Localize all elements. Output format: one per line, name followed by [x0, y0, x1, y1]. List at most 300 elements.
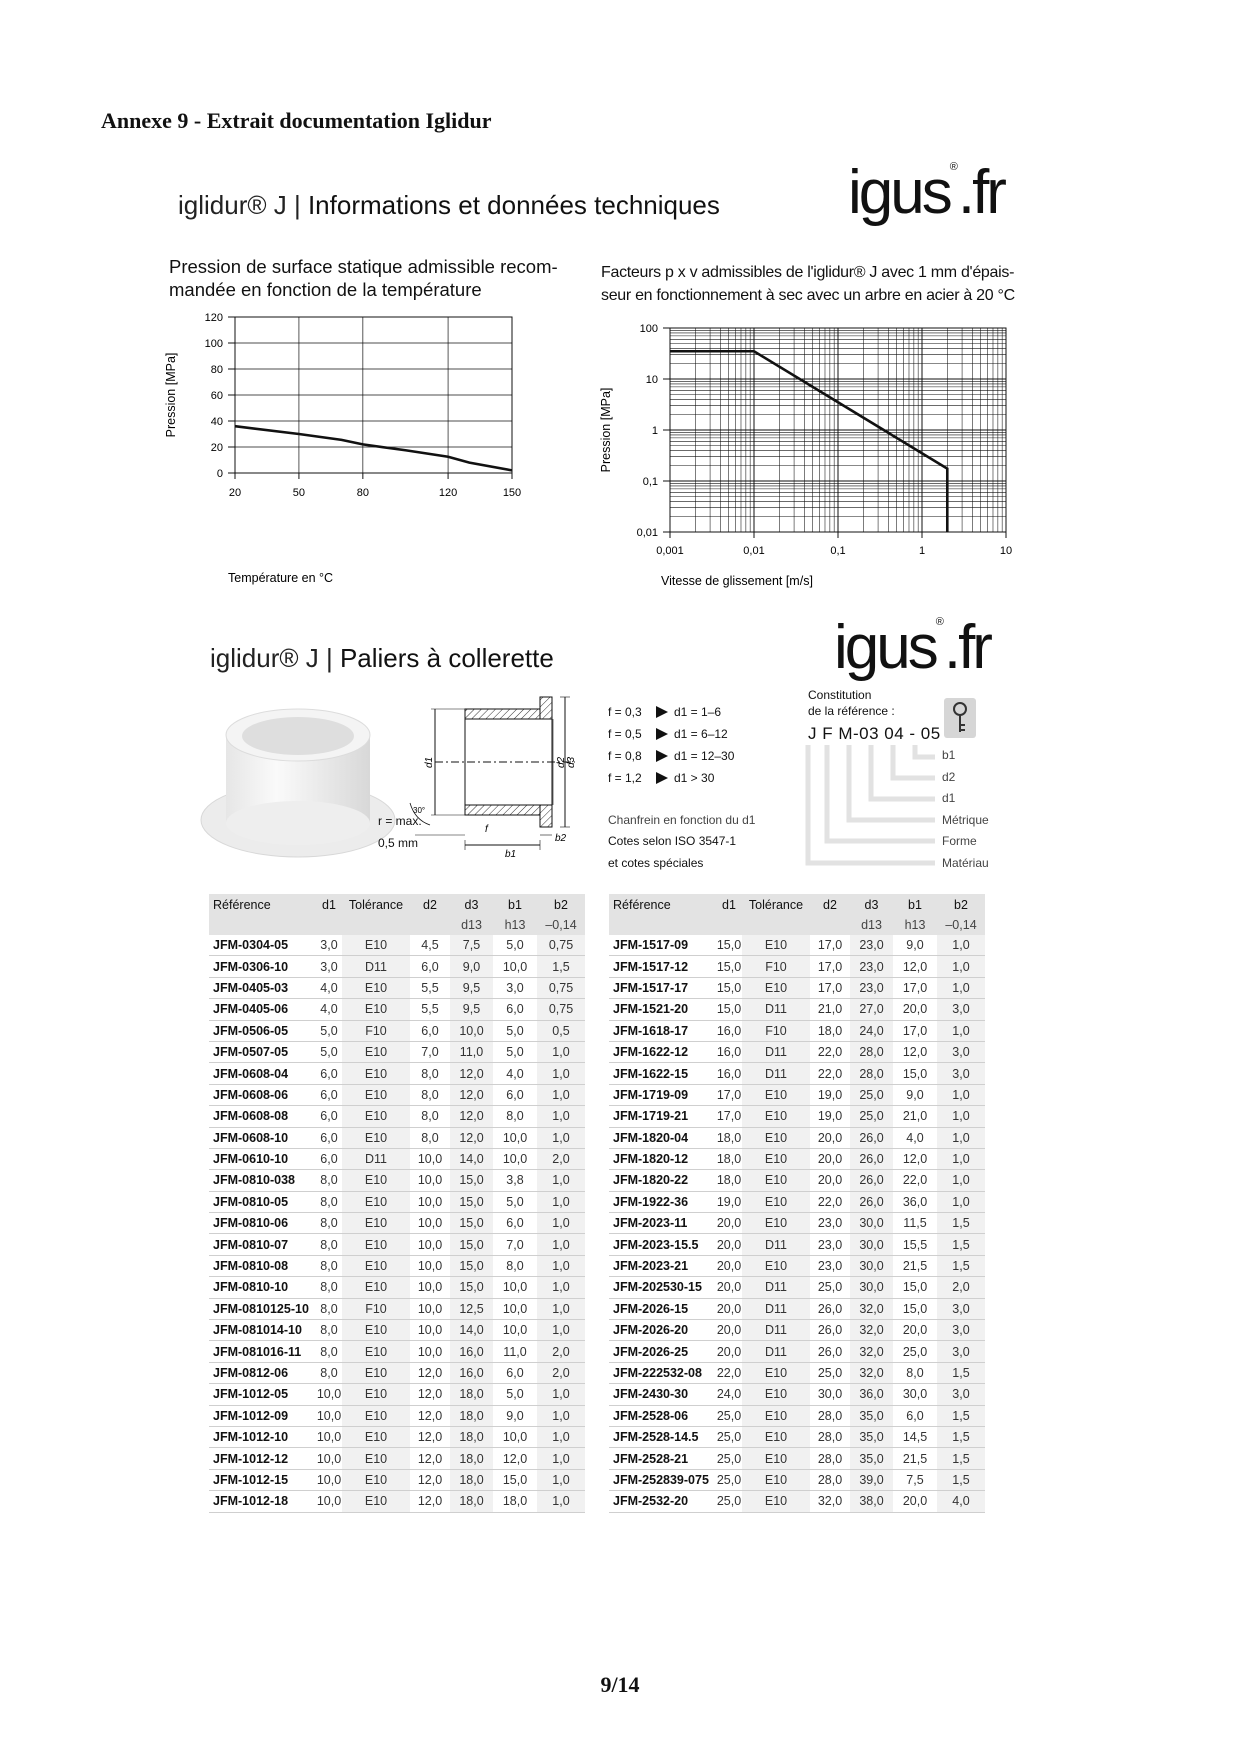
value-cell: 15,0: [893, 1277, 937, 1298]
table-row: [609, 999, 985, 1020]
ref-label-material: Matériau: [942, 855, 989, 870]
annex-title: Annexe 9 - Extrait documentation Iglidur: [101, 108, 492, 133]
value-cell: 19,0: [716, 1191, 742, 1212]
y-axis-label: Pression [MPa]: [599, 387, 613, 473]
value-cell: 30,0: [850, 1213, 893, 1234]
value-cell: 1,0: [537, 1469, 585, 1490]
value-cell: 8,0: [316, 1170, 342, 1191]
value-cell: E10: [342, 1213, 410, 1234]
reference-cell: JFM-1820-12: [609, 1148, 716, 1169]
tick-label-y: 0: [216, 468, 223, 480]
dim-f: f: [485, 824, 488, 835]
value-cell: 26,0: [810, 1298, 850, 1319]
value-cell: 18,0: [716, 1127, 742, 1148]
table-row: [209, 1277, 585, 1298]
table-row: [609, 1426, 985, 1447]
column-header: Référence: [209, 894, 316, 915]
reference-cell: JFM-252839-075: [609, 1469, 716, 1490]
column-header: b1: [493, 894, 537, 915]
value-cell: 10,0: [493, 956, 537, 977]
value-cell: 16,0: [450, 1341, 493, 1362]
value-cell: 10,0: [410, 1148, 450, 1169]
tick-label-y: 0,1: [642, 476, 658, 488]
key-icon: [944, 698, 976, 738]
table-row: [609, 1148, 985, 1169]
value-cell: 18,0: [716, 1148, 742, 1169]
value-cell: 1,0: [537, 1384, 585, 1405]
value-cell: 1,5: [937, 1362, 985, 1383]
chamfer-line: [608, 767, 734, 789]
table-subheader-row: [609, 915, 985, 935]
value-cell: 16,0: [716, 1020, 742, 1041]
value-cell: E10: [342, 1170, 410, 1191]
reference-cell: JFM-0608-06: [209, 1084, 316, 1105]
logo-reg-2: ®: [935, 616, 944, 628]
reference-title-line1: Constitution: [808, 688, 872, 702]
value-cell: 1,0: [537, 1063, 585, 1084]
value-cell: 1,0: [537, 1084, 585, 1105]
reference-cell: JFM-1517-17: [609, 977, 716, 998]
value-cell: 17,0: [810, 977, 850, 998]
value-cell: 14,0: [450, 1320, 493, 1341]
tick-label-y: 40: [210, 416, 223, 428]
value-cell: 2,0: [537, 1341, 585, 1362]
table-row: [209, 1106, 585, 1127]
table-row: [609, 956, 985, 977]
x-axis-label: Température en °C: [228, 571, 334, 585]
value-cell: 3,0: [937, 1341, 985, 1362]
value-cell: 17,0: [810, 935, 850, 956]
table-row: [609, 1448, 985, 1469]
value-cell: 15,5: [893, 1234, 937, 1255]
value-cell: 21,5: [893, 1255, 937, 1276]
value-cell: 24,0: [716, 1384, 742, 1405]
value-cell: 0,75: [537, 999, 585, 1020]
value-cell: 23,0: [810, 1234, 850, 1255]
value-cell: 10,0: [316, 1491, 342, 1512]
value-cell: 15,0: [716, 956, 742, 977]
dim-angle: 30°: [413, 806, 426, 815]
column-header: d3: [450, 894, 493, 915]
value-cell: 10,0: [316, 1384, 342, 1405]
reference-cell: JFM-0810-05: [209, 1191, 316, 1212]
reference-cell: JFM-1719-21: [609, 1106, 716, 1127]
value-cell: 6,0: [316, 1063, 342, 1084]
reference-cell: JFM-2023-21: [609, 1255, 716, 1276]
chamfer-line: [608, 745, 734, 767]
chart1-title-line2: mandée en fonction de la température: [169, 279, 482, 300]
value-cell: 17,0: [893, 1020, 937, 1041]
value-cell: D11: [742, 1320, 810, 1341]
value-cell: 23,0: [810, 1213, 850, 1234]
table-row: [209, 977, 585, 998]
column-header: Tolérance: [342, 894, 410, 915]
bushing-photo: [198, 700, 398, 860]
value-cell: 12,0: [410, 1491, 450, 1512]
value-cell: 8,0: [316, 1213, 342, 1234]
value-cell: 21,5: [893, 1448, 937, 1469]
arrow-icon: [656, 728, 668, 740]
value-cell: F10: [342, 1298, 410, 1319]
column-subheader: h13: [493, 915, 537, 935]
value-cell: 36,0: [893, 1191, 937, 1212]
section2-prefix: iglidur® J |: [210, 643, 340, 673]
value-cell: E10: [742, 1491, 810, 1512]
reference-cell: JFM-0810-07: [209, 1234, 316, 1255]
value-cell: 30,0: [850, 1234, 893, 1255]
section2-title: Paliers à collerette: [339, 643, 554, 673]
value-cell: 1,5: [537, 956, 585, 977]
reference-cell: JFM-0306-10: [209, 956, 316, 977]
value-cell: 32,0: [850, 1341, 893, 1362]
tick-label-y: 100: [639, 323, 658, 335]
value-cell: 15,0: [716, 935, 742, 956]
value-cell: 16,0: [716, 1041, 742, 1062]
value-cell: 1,0: [937, 1127, 985, 1148]
table-row: [209, 1191, 585, 1212]
tick-label-y: 0,01: [636, 527, 658, 539]
reference-cell: JFM-0810-038: [209, 1170, 316, 1191]
value-cell: 28,0: [850, 1041, 893, 1062]
value-cell: 9,0: [493, 1405, 537, 1426]
value-cell: E10: [742, 1084, 810, 1105]
value-cell: 32,0: [810, 1491, 850, 1512]
value-cell: 10,0: [316, 1405, 342, 1426]
value-cell: E10: [742, 1255, 810, 1276]
tick-label-x: 1: [918, 545, 926, 557]
value-cell: 8,0: [316, 1320, 342, 1341]
logo-text-2: igus: [834, 613, 936, 682]
logo-reg: ®: [949, 161, 958, 173]
value-cell: D11: [742, 1298, 810, 1319]
tick-label-y: 80: [210, 364, 223, 376]
value-cell: 9,0: [450, 956, 493, 977]
reference-cell: JFM-0810125-10: [209, 1298, 316, 1319]
table-row: [209, 1491, 585, 1512]
table-row: [609, 1298, 985, 1319]
value-cell: 10,0: [450, 1020, 493, 1041]
value-cell: 12,0: [410, 1426, 450, 1447]
value-cell: 21,0: [893, 1106, 937, 1127]
chart2-pv-factors: [595, 310, 1025, 595]
value-cell: 30,0: [850, 1255, 893, 1276]
value-cell: 3,0: [937, 1063, 985, 1084]
value-cell: E10: [342, 1234, 410, 1255]
reference-cell: JFM-0608-10: [209, 1127, 316, 1148]
value-cell: 18,0: [450, 1448, 493, 1469]
value-cell: 1,0: [937, 1020, 985, 1041]
reference-brackets: [805, 745, 940, 870]
reference-cell: JFM-1012-15: [209, 1469, 316, 1490]
table-row: [609, 1063, 985, 1084]
reference-cell: JFM-0610-10: [209, 1148, 316, 1169]
dim-d3: d3: [566, 756, 577, 768]
tick-label-x: 0,01: [743, 545, 765, 557]
value-cell: 6,0: [493, 1213, 537, 1234]
tick-label-y: 120: [204, 312, 223, 324]
logo-text: igus: [848, 158, 950, 227]
value-cell: 17,0: [716, 1106, 742, 1127]
value-cell: 3,0: [937, 999, 985, 1020]
value-cell: 8,0: [893, 1362, 937, 1383]
value-cell: 1,0: [937, 1170, 985, 1191]
value-cell: 15,0: [493, 1469, 537, 1490]
value-cell: E10: [742, 1405, 810, 1426]
value-cell: 35,0: [850, 1426, 893, 1447]
y-axis-label: Pression [MPa]: [164, 352, 178, 438]
reference-cell: JFM-1719-09: [609, 1084, 716, 1105]
value-cell: E10: [342, 1106, 410, 1127]
value-cell: D11: [742, 1041, 810, 1062]
column-subheader: [810, 915, 850, 935]
igus-logo-bottom: [834, 613, 990, 682]
value-cell: 8,0: [316, 1298, 342, 1319]
value-cell: E10: [342, 1384, 410, 1405]
value-cell: E10: [742, 977, 810, 998]
value-cell: 20,0: [893, 999, 937, 1020]
reference-cell: JFM-2430-30: [609, 1384, 716, 1405]
value-cell: 12,0: [450, 1084, 493, 1105]
value-cell: 18,0: [716, 1170, 742, 1191]
value-cell: 22,0: [810, 1191, 850, 1212]
table-subheader-row: [209, 915, 585, 935]
reference-cell: JFM-1820-04: [609, 1127, 716, 1148]
value-cell: E10: [742, 1448, 810, 1469]
value-cell: 15,0: [450, 1234, 493, 1255]
table-row: [209, 935, 585, 956]
reference-cell: JFM-1820-22: [609, 1170, 716, 1191]
column-header: b2: [537, 894, 585, 915]
value-cell: D11: [742, 1063, 810, 1084]
value-cell: 4,0: [493, 1063, 537, 1084]
value-cell: 1,0: [537, 1448, 585, 1469]
value-cell: E10: [342, 1448, 410, 1469]
column-subheader: [716, 915, 742, 935]
value-cell: 24,0: [850, 1020, 893, 1041]
chart2-title-line2: seur en fonctionnement à sec avec un arbre en acier à 20 °C: [601, 287, 1015, 304]
value-cell: 25,0: [716, 1426, 742, 1447]
value-cell: 12,5: [450, 1298, 493, 1319]
value-cell: D11: [742, 1341, 810, 1362]
value-cell: 20,0: [716, 1234, 742, 1255]
value-cell: 20,0: [810, 1148, 850, 1169]
value-cell: 39,0: [850, 1469, 893, 1490]
value-cell: 10,0: [410, 1213, 450, 1234]
reference-cell: JFM-081014-10: [209, 1320, 316, 1341]
table-row: [609, 1255, 985, 1276]
table-row: [609, 1084, 985, 1105]
value-cell: 18,0: [450, 1405, 493, 1426]
value-cell: 1,0: [937, 1106, 985, 1127]
value-cell: 16,0: [450, 1362, 493, 1383]
value-cell: 10,0: [316, 1448, 342, 1469]
ref-label-d1: d1: [942, 791, 956, 805]
value-cell: 8,0: [493, 1106, 537, 1127]
value-cell: 23,0: [850, 935, 893, 956]
value-cell: D11: [342, 1148, 410, 1169]
column-header: d1: [716, 894, 742, 915]
value-cell: 17,0: [716, 1084, 742, 1105]
value-cell: 1,5: [937, 1255, 985, 1276]
chamfer-d: d1 = 6–12: [674, 727, 728, 741]
x-axis-label: Vitesse de glissement [m/s]: [661, 574, 813, 588]
table-header-row: [209, 894, 585, 915]
value-cell: E10: [342, 1277, 410, 1298]
reference-labels: [942, 745, 989, 874]
reference-cell: JFM-1012-18: [209, 1491, 316, 1512]
reference-cell: JFM-1922-36: [609, 1191, 716, 1212]
value-cell: 12,0: [450, 1127, 493, 1148]
value-cell: 26,0: [850, 1170, 893, 1191]
column-subheader: [209, 915, 316, 935]
chart2-title: [601, 261, 1021, 307]
chart2-title-line1: Facteurs p x v admissibles de l'iglidur® J avec 1 mm d'épais-: [601, 264, 1015, 281]
value-cell: 3,0: [316, 935, 342, 956]
tick-label-x: 120: [438, 487, 458, 499]
chart1-title-line1: Pression de surface statique admissible recom-: [169, 256, 558, 277]
value-cell: 25,0: [716, 1448, 742, 1469]
section1-header: [178, 190, 720, 221]
value-cell: 22,0: [810, 1063, 850, 1084]
value-cell: 15,0: [450, 1170, 493, 1191]
table-row: [609, 1234, 985, 1255]
table-row: [609, 1362, 985, 1383]
value-cell: 9,5: [450, 999, 493, 1020]
value-cell: 12,0: [893, 1148, 937, 1169]
value-cell: 15,0: [450, 1213, 493, 1234]
reference-cell: JFM-1618-17: [609, 1020, 716, 1041]
value-cell: 25,0: [810, 1362, 850, 1383]
chamfer-line: [608, 701, 734, 723]
value-cell: 1,5: [937, 1469, 985, 1490]
value-cell: 4,0: [316, 999, 342, 1020]
value-cell: 12,0: [450, 1106, 493, 1127]
value-cell: 18,0: [450, 1426, 493, 1447]
value-cell: F10: [742, 1020, 810, 1041]
reference-cell: JFM-2023-15.5: [609, 1234, 716, 1255]
reference-cell: JFM-1012-12: [209, 1448, 316, 1469]
value-cell: 38,0: [850, 1491, 893, 1512]
value-cell: 1,0: [937, 956, 985, 977]
value-cell: 1,0: [537, 1320, 585, 1341]
value-cell: 12,0: [893, 1041, 937, 1062]
tick-label-y: 20: [210, 442, 223, 454]
value-cell: F10: [742, 956, 810, 977]
value-cell: E10: [742, 935, 810, 956]
value-cell: 0,75: [537, 977, 585, 998]
value-cell: 1,0: [537, 1491, 585, 1512]
value-cell: 14,5: [893, 1426, 937, 1447]
logo-suffix: .fr: [957, 158, 1004, 227]
tick-label-x: 20: [228, 487, 242, 499]
value-cell: 18,0: [450, 1384, 493, 1405]
value-cell: 28,0: [810, 1448, 850, 1469]
value-cell: 7,5: [450, 935, 493, 956]
value-cell: 4,5: [410, 935, 450, 956]
chamfer-f: f = 0,5: [608, 727, 642, 741]
table-row: [209, 1426, 585, 1447]
value-cell: 10,0: [316, 1426, 342, 1447]
value-cell: 7,0: [493, 1234, 537, 1255]
column-header: b2: [937, 894, 985, 915]
value-cell: 15,0: [450, 1255, 493, 1276]
value-cell: 16,0: [716, 1063, 742, 1084]
value-cell: 23,0: [810, 1255, 850, 1276]
value-cell: 6,0: [316, 1106, 342, 1127]
table-row: [209, 1148, 585, 1169]
radius-label: [378, 810, 422, 854]
column-subheader: [742, 915, 810, 935]
value-cell: 1,0: [537, 1170, 585, 1191]
column-header: d1: [316, 894, 342, 915]
table-row: [209, 1255, 585, 1276]
spec-table-right: [609, 894, 985, 1513]
value-cell: E10: [342, 999, 410, 1020]
value-cell: 22,0: [810, 1041, 850, 1062]
spec-table-left: [209, 894, 585, 1513]
value-cell: 10,0: [493, 1148, 537, 1169]
reference-cell: JFM-2532-20: [609, 1491, 716, 1512]
value-cell: E10: [342, 1084, 410, 1105]
value-cell: 15,0: [893, 1298, 937, 1319]
series-line: [670, 351, 947, 532]
tick-label-y: 60: [210, 390, 223, 402]
value-cell: E10: [742, 1106, 810, 1127]
value-cell: 23,0: [850, 956, 893, 977]
dim-d1: d1: [424, 756, 435, 768]
value-cell: E10: [742, 1170, 810, 1191]
table-row: [609, 1106, 985, 1127]
column-header: d3: [850, 894, 893, 915]
value-cell: 1,0: [937, 1148, 985, 1169]
value-cell: 9,5: [450, 977, 493, 998]
reference-cell: JFM-1012-05: [209, 1384, 316, 1405]
value-cell: 6,0: [493, 1362, 537, 1383]
table-row: [209, 1020, 585, 1041]
reference-cell: JFM-0507-05: [209, 1041, 316, 1062]
value-cell: 3,0: [937, 1320, 985, 1341]
value-cell: 1,0: [537, 1127, 585, 1148]
table-header-row: [609, 894, 985, 915]
value-cell: 20,0: [810, 1127, 850, 1148]
value-cell: E10: [742, 1426, 810, 1447]
column-header: d2: [410, 894, 450, 915]
dim-b1: b1: [505, 849, 517, 860]
value-cell: E10: [342, 1255, 410, 1276]
value-cell: 4,0: [893, 1127, 937, 1148]
arrow-icon: [656, 706, 668, 718]
reference-title-line2: de la référence :: [808, 704, 895, 718]
value-cell: 8,0: [410, 1106, 450, 1127]
ref-label-shape: Forme: [942, 834, 977, 848]
value-cell: 2,0: [537, 1148, 585, 1169]
column-header: Tolérance: [742, 894, 810, 915]
value-cell: 36,0: [850, 1384, 893, 1405]
value-cell: 5,5: [410, 999, 450, 1020]
value-cell: 12,0: [410, 1448, 450, 1469]
value-cell: 1,5: [937, 1426, 985, 1447]
column-subheader: [410, 915, 450, 935]
table-row: [609, 1191, 985, 1212]
chamfer-table: [608, 701, 734, 789]
value-cell: E10: [342, 977, 410, 998]
table-row: [209, 1213, 585, 1234]
table-row: [209, 1362, 585, 1383]
value-cell: 20,0: [893, 1491, 937, 1512]
value-cell: 28,0: [850, 1063, 893, 1084]
table-row: [609, 1170, 985, 1191]
value-cell: 5,0: [493, 1384, 537, 1405]
